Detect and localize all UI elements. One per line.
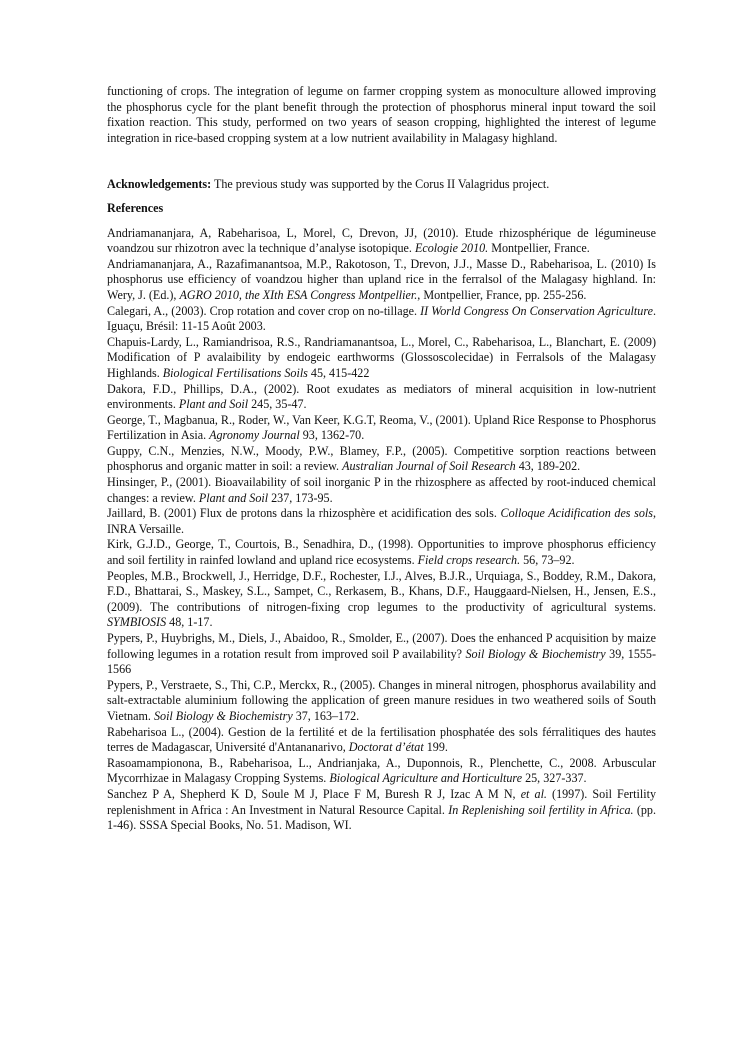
reference-text: . Iguaçu, Brésil: 11-15 Août 2003. xyxy=(107,303,656,334)
reference-text: Chapuis-Lardy, L., Ramiandrisoa, R.S., Randriamanantsoa, L., Morel, C., Rabeharisoa, L., Blanchart, E. (2009) Modification of P avalaibility by endogeic earthworms (Glossoscolecidae) in Ferralsols of the Malagasy Highlands. xyxy=(107,334,656,380)
reference-entry xyxy=(107,678,656,725)
reference-text: Montpellier, France. xyxy=(488,241,590,256)
reference-text: , INRA Versaille. xyxy=(107,506,657,536)
reference-journal: Soil Biology & Biochemistry xyxy=(153,708,293,723)
reference-text: Pypers, P., Verstraete, S., Thi, C.P., Merckx, R., (2005). Changes in mineral nitrogen, phosphorus availability and salt-extractable aluminium following the application of green manure residues in two weathered soils of South Vietnam. xyxy=(107,677,656,723)
acknowledgements-text: The previous study was supported by the Corus II Valagridus project. xyxy=(211,177,550,192)
reference-journal: Soil Biology & Biochemistry xyxy=(465,646,606,661)
reference-entry xyxy=(107,537,656,568)
reference-text: Dakora, F.D., Phillips, D.A., (2002). Root exudates as mediators of mineral acquisition in low-nutrient environments. xyxy=(107,381,656,412)
reference-journal: Plant and Soil xyxy=(198,490,269,505)
reference-journal: Biological Agriculture and Horticulture xyxy=(329,771,523,786)
reference-text: George, T., Magbanua, R., Roder, W., Van Keer, K.G.T, Reoma, V., (2001). Upland Rice Response to Phosphorus Fertilization in Asia. xyxy=(107,412,656,443)
reference-text: 245, 35-47. xyxy=(248,397,307,412)
acknowledgements-label: Acknowledgements: xyxy=(107,177,212,192)
reference-journal: Australian Journal of Soil Research xyxy=(342,459,516,474)
reference-text: Rabeharisoa L., (2004). Gestion de la fertilité et de la fertilisation phosphatée des sols férralitiques des hautes terres de Madagascar, Université d'Antananarivo, xyxy=(107,724,656,755)
reference-entry xyxy=(107,725,656,756)
reference-entry xyxy=(107,756,656,787)
reference-text: 237, 173-95. xyxy=(268,490,333,505)
reference-text: 39, 1555-1566 xyxy=(107,646,656,677)
acknowledgements xyxy=(107,177,656,193)
reference-text: , Montpellier, France, pp. 255-256. xyxy=(417,287,587,302)
reference-journal: In Replenishing soil fertility in Africa. xyxy=(448,802,634,817)
reference-text: Sanchez P A, Shepherd K D, Soule M J, Place F M, Buresh R J, Izac A M N, xyxy=(107,786,521,801)
reference-text: (1997). Soil Fertility replenishment in Africa : An Investment in Natural Resource Capital. xyxy=(107,786,657,817)
reference-journal: Agronomy Journal xyxy=(209,428,300,443)
reference-text: (pp. 1-46). SSSA Special Books, No. 51. Madison, WI. xyxy=(107,802,656,833)
reference-text: Rasoamampionona, B., Rabeharisoa, L., Andrianjaka, A., Duponnois, R., Plenchette, C., 2008. Arbuscular Mycorrhizae in Malagasy Cropping Systems. xyxy=(107,755,656,786)
reference-text: Hinsinger, P., (2001). Bioavailability of soil inorganic P in the rhizosphere as affected by root-induced chemical changes: a review. xyxy=(107,475,656,505)
reference-text: Peoples, M.B., Brockwell, J., Herridge, D.F., Rochester, I.J., Alves, B.J.R., Urquiaga, S., Boddey, R.M., Dakora, F.D., Bhattarai, S., Maskey, S.L., Sampet, C., Rerkasem, B., Khans, D.F., Hauggaard-Nielsen, H., Jensen, E.S., (2009). The contributions of nitrogen-fixing crop legumes to the productivity of agricultural systems. xyxy=(107,568,656,614)
reference-text: 48, 1-17. xyxy=(166,615,213,630)
reference-journal: et al. xyxy=(520,786,547,801)
reference-text: Pypers, P., Huybrighs, M., Diels, J., Abaidoo, R., Smolder, E., (2007). Does the enhanced P acquisition by maize following legumes in a rotation result from improved soil P availability? xyxy=(107,631,656,661)
reference-text: Calegari, A., (2003). Crop rotation and cover crop on no-tillage. xyxy=(107,303,421,318)
reference-entry xyxy=(107,787,656,834)
reference-text: 43, 189-202. xyxy=(515,459,581,474)
reference-journal: Colloque Acidification des sols xyxy=(500,506,653,521)
reference-journal: AGRO 2010, the XIth ESA Congress Montpellier. xyxy=(179,287,418,302)
reference-text: 37, 163–172. xyxy=(292,708,360,723)
reference-entry xyxy=(107,382,656,413)
reference-entry xyxy=(107,444,656,475)
reference-journal: Field crops research. xyxy=(417,553,521,568)
reference-entry xyxy=(107,631,656,678)
reference-journal: Ecologie 2010. xyxy=(414,241,489,256)
reference-journal: Doctorat d’état xyxy=(348,740,424,755)
reference-entry xyxy=(107,304,656,335)
references-heading: References xyxy=(107,200,164,215)
reference-text: 93, 1362-70. xyxy=(299,428,365,443)
reference-list xyxy=(107,226,656,834)
reference-journal: Biological Fertilisations Soils xyxy=(162,365,308,380)
reference-text: Jaillard, B. (2001) Flux de protons dans la rhizosphère et acidification des sols. xyxy=(107,506,501,521)
reference-journal: SYMBIOSIS xyxy=(107,615,167,630)
reference-text: Guppy, C.N., Menzies, N.W., Moody, P.W., Blamey, F.P., (2005). Competitive sorption reactions between phosphorus and organic matter in soil: a review. xyxy=(107,443,656,474)
reference-text: Andriamananjara, A, Rabeharisoa, L, Morel, C, Drevon, JJ, (2010). Etude rhizosphérique de légumineuse voandzou sur rhizotron avec la technique d’analyse isotopique. xyxy=(107,225,656,256)
reference-text: 25, 327-337. xyxy=(522,771,587,786)
reference-text: 56, 73–92. xyxy=(520,553,575,568)
reference-entry xyxy=(107,226,656,257)
reference-entry xyxy=(107,569,656,631)
reference-text: Kirk, G.J.D., George, T., Courtois, B., Senadhira, D., (1998). Opportunities to improve phosphorus efficiency and soil fertility in rainfed lowland and upland rice ecosystems. xyxy=(107,537,656,568)
reference-entry xyxy=(107,257,656,304)
document-page xyxy=(107,84,656,834)
intro-paragraph: functioning of crops. The integration of legume on farmer cropping system as monoculture allowed improving the phosphorus cycle for the plant benefit through the protection of phosphorus mineral input toward the soil fixation reaction. This study, performed on two years of season cropping, highlighted the interest of legume integration in rice-based cropping system at a low nutrient availability in Malagasy highland. xyxy=(107,84,656,145)
reference-entry xyxy=(107,335,656,382)
reference-text: Andriamananjara, A., Razafimanantsoa, M.P., Rakotoson, T., Drevon, J.J., Masse D., Rabeharisoa, L. (2010) Is phosphorus use efficiency of voandzou higher than upland rice in the ferralsol of the Malagasy highland. In: Wery, J. (Ed.), xyxy=(107,256,656,302)
reference-entry xyxy=(107,475,656,506)
reference-journal: II World Congress On Conservation Agriculture xyxy=(420,303,653,318)
reference-text: 45, 415-422 xyxy=(307,365,370,380)
reference-entry xyxy=(107,413,656,444)
reference-entry xyxy=(107,506,656,537)
reference-text: 199. xyxy=(423,740,448,755)
reference-journal: Plant and Soil xyxy=(178,397,249,412)
